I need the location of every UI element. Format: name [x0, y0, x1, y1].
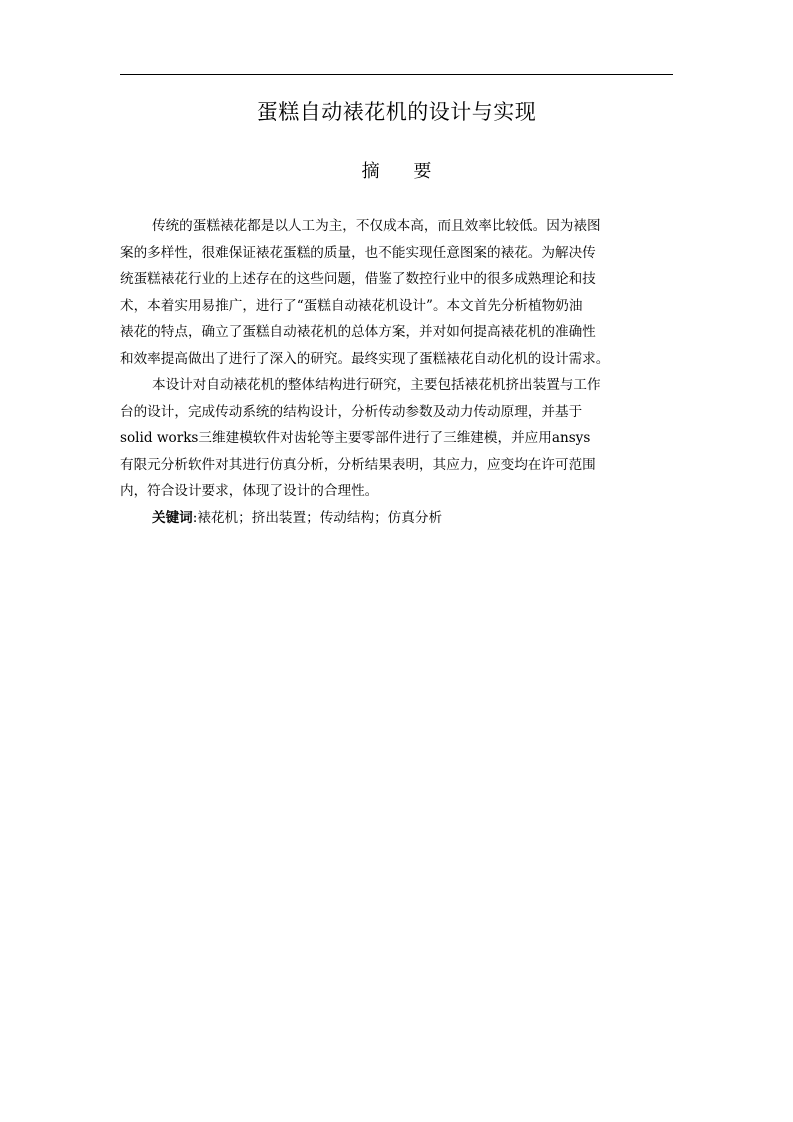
header-rule — [120, 74, 673, 75]
keywords-line — [120, 505, 680, 532]
paragraph-2-line: solid works三维建模软件对齿轮等主要零部件进行了三维建模，并应用ansys — [120, 430, 591, 446]
paragraph-2-line: 本设计对自动裱花机的整体结构进行研究，主要包括裱花机挤出装置与工作 — [152, 377, 601, 393]
abstract-body — [120, 213, 680, 531]
paragraph-1-line: 裱花的特点，确立了蛋糕自动裱花机的总体方案，并对如何提高裱花机的准确性 — [120, 324, 596, 340]
paragraph-2-line: 台的设计，完成传动系统的结构设计，分析传动参数及动力传动原理，并基于 — [120, 403, 583, 420]
keywords-text: :裱花机；挤出装置；传动结构；仿真分析 — [192, 509, 443, 526]
paragraph-1-line: 术，本着实用易推广，进行了“蛋糕自动裱花机设计”。本文首先分析植物奶油 — [120, 297, 583, 314]
paragraph-1-line: 和效率提高做出了进行了深入的研究。最终实现了蛋糕裱花自动化机的设计需求。 — [120, 350, 610, 367]
paragraph-1-line: 案的多样性，很难保证裱花蛋糕的质量，也不能实现任意图案的裱花。为解决传 — [120, 244, 596, 261]
paragraph-2-line: 有限元分析软件对其进行仿真分析，分析结果表明，其应力，应变均在许可范围 — [120, 456, 596, 473]
document-title: 蛋糕自动裱花机的设计与实现 — [256, 100, 537, 124]
keywords-label: 关键词 — [152, 509, 193, 526]
paragraph-2-line: 内，符合设计要求，体现了设计的合理性。 — [120, 483, 379, 499]
paragraph-1-line: 统蛋糕裱花行业的上述存在的这些问题，借鉴了数控行业中的很多成熟理论和技 — [120, 271, 596, 287]
paragraph-1-line: 传统的蛋糕裱花都是以人工为主，不仅成本高，而且效率比较低。因为裱图 — [152, 218, 601, 234]
abstract-heading: 摘 要 — [361, 161, 446, 182]
